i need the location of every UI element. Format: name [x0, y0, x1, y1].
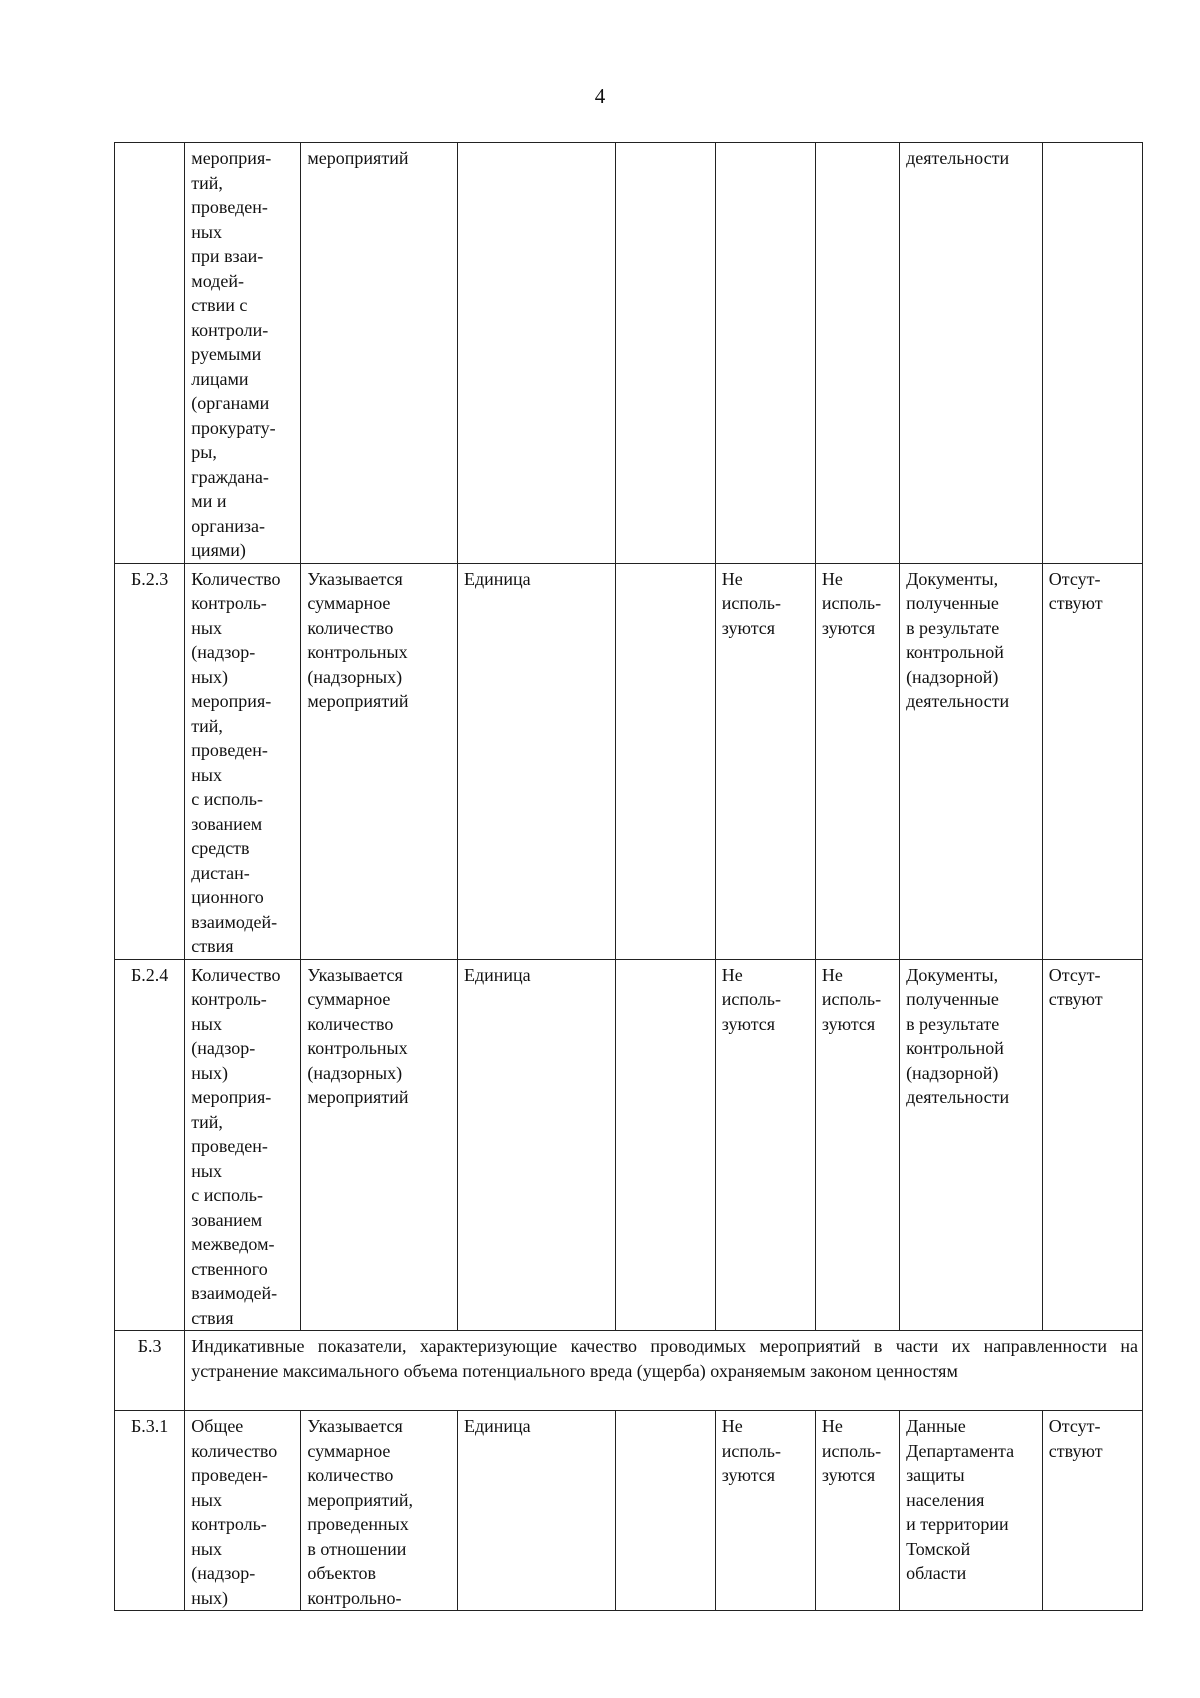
indicator-note	[1042, 143, 1142, 564]
indicator-col5	[615, 143, 715, 564]
indicator-unit: Единица	[458, 1411, 616, 1611]
indicator-unit: Единица	[458, 959, 616, 1331]
indicator-formula: мероприятий	[301, 143, 458, 564]
indicator-source: Документы, полученные в результате контрольной (надзорной) деятельности	[900, 563, 1043, 959]
indicator-note: Отсут- ствуют	[1042, 959, 1142, 1331]
page-number: 4	[594, 84, 606, 108]
indicator-source: Данные Департамента защиты населения и территории Томской области	[900, 1411, 1043, 1611]
row-code: Б.3.1	[115, 1411, 185, 1611]
indicator-formula: Указывается суммарное количество контрольных (надзорных) мероприятий	[301, 563, 458, 959]
indicator-note: Отсут- ствуют	[1042, 1411, 1142, 1611]
indicator-col7: Не исполь- зуются	[815, 1411, 899, 1611]
indicator-name: Количество контроль- ных (надзор- ных) мероприя- тий, проведен- ных с исполь- зованием межведом- ственного взаимодей- ствия	[185, 959, 301, 1331]
indicator-col7: Не исполь- зуются	[815, 563, 899, 959]
indicator-note: Отсут- ствуют	[1042, 563, 1142, 959]
indicator-col6	[715, 143, 815, 564]
row-code	[115, 143, 185, 564]
indicator-unit	[458, 143, 616, 564]
indicator-name: Общее количество проведен- ных контроль- ных (надзор- ных)	[185, 1411, 301, 1611]
indicator-col5	[615, 959, 715, 1331]
table-row	[115, 143, 1143, 564]
indicator-col7	[815, 143, 899, 564]
indicator-col7: Не исполь- зуются	[815, 959, 899, 1331]
section-title: Индикативные показатели, характеризующие качество проводимых мероприятий в части их направленности на устранение максимального объема потенциального вреда (ущерба) охраняемым законом ценностям	[185, 1331, 1143, 1411]
table-row	[115, 1411, 1143, 1611]
indicator-col6: Не исполь- зуются	[715, 959, 815, 1331]
indicator-name: мероприя- тий, проведен- ных при взаи- модей- ствии с контроли- руемыми лицами (органами прокурату- ры, граждана- ми и организа- циями)	[185, 143, 301, 564]
indicator-col5	[615, 563, 715, 959]
row-code: Б.2.3	[115, 563, 185, 959]
table-row	[115, 959, 1143, 1331]
table-row	[115, 563, 1143, 959]
section-row	[115, 1331, 1143, 1411]
indicator-source: деятельности	[900, 143, 1043, 564]
indicator-source: Документы, полученные в результате контрольной (надзорной) деятельности	[900, 959, 1043, 1331]
section-code: Б.3	[115, 1331, 185, 1411]
row-code: Б.2.4	[115, 959, 185, 1331]
indicator-col6: Не исполь- зуются	[715, 563, 815, 959]
indicator-formula: Указывается суммарное количество мероприятий, проведенных в отношении объектов контрольно-	[301, 1411, 458, 1611]
indicator-col5	[615, 1411, 715, 1611]
indicator-formula: Указывается суммарное количество контрольных (надзорных) мероприятий	[301, 959, 458, 1331]
indicator-name: Количество контроль- ных (надзор- ных) мероприя- тий, проведен- ных с исполь- зованием средств дистан- ционного взаимодей- ствия	[185, 563, 301, 959]
indicator-col6: Не исполь- зуются	[715, 1411, 815, 1611]
indicator-unit: Единица	[458, 563, 616, 959]
indicators-table	[114, 142, 1143, 1611]
